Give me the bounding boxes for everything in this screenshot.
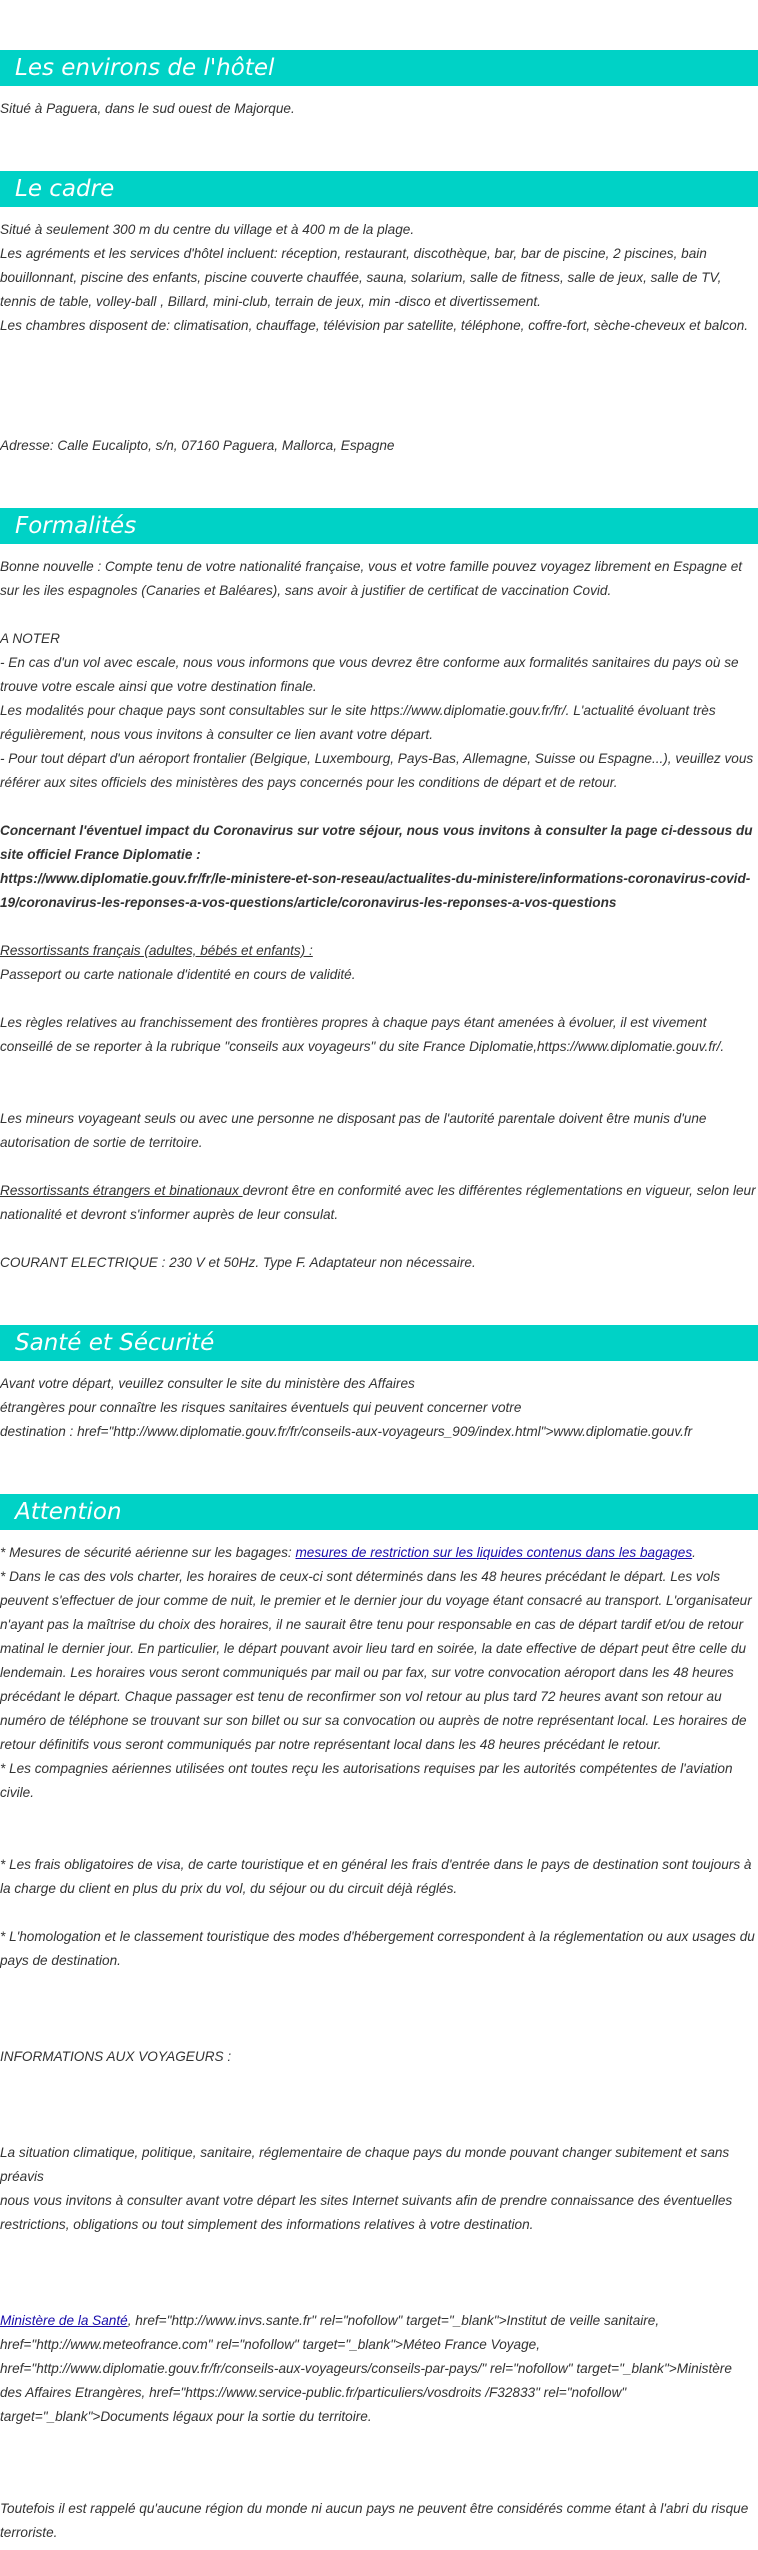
formalites-courant [0,1251,756,1275]
ministere-sante-link[interactable]: Ministère de la Santé [0,2313,128,2328]
formalites-mineurs [0,1107,756,1155]
attention-charter-text: * Dans le cas des vols charter, les horaires de ceux-ci sont déterminés dans les 48 heures précédant le départ. Les vols peuvent s'effectuer de jour comme de nuit, le premier et le dernier jour du voyage étant consacré au transport. L'organisateur n'ayant pas la maîtrise du choix des horaires, il ne saurait être tenu pour responsable en cas de départ tardif et/ou de retour matinal le dernier jour. En particulier, le départ pouvant avoir lieu tard en soirée, la date effective de départ peut être celle du lendemain. Les horaires vous seront communiqués par mail ou par fax, sur votre convocation aéroport dans les 48 heures précédant le départ. Chaque passager est tenu de reconfirmer son vol retour au plus tard 72 heures avant son retour au numéro de téléphone se trouvant sur son billet ou sur sa convocation ou auprès de notre représentant local. Les horaires de retour définitifs vous seront communiqués par notre représentant local dans les 48 heures précédant le retour. * Les compagnies aériennes utilisées ont toutes reçu les autorisations requises par les autorités compétentes de l'aviation civile. [0,1569,752,1800]
cadre-line: Situé à seulement 300 m du centre du village et à 400 m de la plage. [0,222,415,237]
section-header-sante: Santé et Sécurité [0,1325,758,1361]
section-header-attention: Attention [0,1494,758,1530]
toutefois-text: Toutefois il est rappelé qu'aucune région du monde ni aucun pays ne peuvent être considérés comme étant à l'abri du risque terroriste. [0,2501,749,2540]
links-text: , href="http://www.invs.sante.fr" rel="nofollow" target="_blank">Institut de veille sanitaire, href="http://www.meteofrance.com" rel="nofollow" target="_blank">Méteo France Voyage, href="http://www.diplomatie.gouv.fr/fr/conseils-aux-voyageurs/conseils-par-pays/" rel="nofollow" target="_blank">Ministère des Affaires Etrangères, href="https://www.service-public.fr/particuliers/vosdroits /F32833" rel="nofollow" target="_blank">Documents légaux pour la sortie du territoire. [0,2313,732,2424]
address-text: Adresse: Calle Eucalipto, s/n, 07160 Paguera, Mallorca, Espagne [0,438,395,453]
bagages-prefix: * Mesures de sécurité aérienne sur les bagages: [0,1545,296,1560]
attention-toutefois [0,2497,756,2545]
etrangers-text: devront être en conformité avec les différentes réglementations en vigueur, selon leur nationalité et devront s'informer auprès de leur consulat. [0,1183,756,1222]
attention-block-1 [0,1541,756,1805]
ressortissants-text: Passeport ou carte nationale d'identité en cours de validité. [0,967,356,982]
formalites-regles [0,1011,756,1059]
formalites-etrangers [0,1179,756,1227]
frais-text: * Les frais obligatoires de visa, de carte touristique et en général les frais d'entrée dans le pays de destination sont toujours à la charge du client en plus du prix du vol, du séjour ou du circuit déjà réglés. [0,1857,752,1896]
environs-text [0,97,756,121]
info-voyageurs-title: INFORMATIONS AUX VOYAGEURS : [0,2049,232,2064]
etrangers-paragraph [0,1179,756,1227]
attention-bagages [0,1541,756,1565]
formalites-intro [0,555,756,603]
formalites-covid: Concernant l'éventuel impact du Coronavirus sur votre séjour, nous vous invitons à consulter la page ci-dessous du site officiel France Diplomatie : https://www.diplomatie.gouv.fr/fr/le-ministere-et-son-reseau/actualites-du-ministere/informations-coronavirus-covid-19/coronavirus-les-reponses-a-vos-questions/article/coronavirus-les-reponses-a-vos-questions [0,823,753,910]
attention-links [0,2309,756,2429]
sante-text: Avant votre départ, veuillez consulter le site du ministère des Affaires étrangères pour connaître les risques sanitaires éventuels qui peuvent concerner votre destination : href="http://www.diplomatie.gouv.fr/fr/conseils-aux-voyageurs_909/index.html">www.diplomatie.gouv.fr [0,1376,693,1439]
formalites-intro-text: Bonne nouvelle : Compte tenu de votre nationalité française, vous et votre famille pouvez voyagez librement en Espagne et sur les iles espagnoles (Canaries et Baléares), sans avoir à justifier de certificat de vaccination Covid. [0,559,743,598]
formalites-ressortissants [0,939,756,987]
mineurs-text: Les mineurs voyageant seuls ou avec une personne ne disposant pas de l'autorité parentale doivent être munis d'une autorisation de sortie de territoire. [0,1111,707,1150]
etrangers-title: Ressortissants étrangers et binationaux [0,1183,243,1198]
regles-text: Les règles relatives au franchissement des frontières propres à chaque pays étant amenées à évoluer, il est vivement conseillé de se reporter à la rubrique "conseils aux voyageurs" du site France Diplomatie,https://www.diplomatie.gouv.fr/. [0,1015,725,1054]
section-header-cadre: Le cadre [0,171,758,207]
homologation-text: * L'homologation et le classement touristique des modes d'hébergement correspondent à la réglementation ou aux usages du pays de destination. [0,1929,755,1968]
attention-frais [0,1853,756,1901]
attention-info-title [0,2045,756,2069]
cadre-line: Les agréments et les services d'hôtel incluent: réception, restaurant, discothèque, bar, bar de piscine, 2 piscines, bain bouillonnant, piscine des enfants, piscine couverte chauffée, sauna, solarium, salle de fitness, salle de jeux, salle de TV, tennis de table, volley-ball , Billard, mini-club, terrain de jeux, min -disco et divertissement. [0,246,722,309]
environs-paragraph: Situé à Paguera, dans le sud ouest de Majorque. [0,101,295,116]
section-header-formalites: Formalités [0,508,758,544]
section-header-environs: Les environs de l'hôtel [0,50,758,86]
courant-text: COURANT ELECTRIQUE : 230 V et 50Hz. Type F. Adaptateur non nécessaire. [0,1255,476,1270]
attention-homologation [0,1925,756,1973]
links-paragraph [0,2309,756,2429]
bagages-suffix: . [692,1545,696,1560]
formalites-a-noter: A NOTER - En cas d'un vol avec escale, nous vous informons que vous devrez être conforme aux formalités sanitaires du pays où se trouve votre escale ainsi que votre destination finale. Les modalités pour chaque pays sont consultables sur le site https://www.diplomatie.gouv.fr/fr/. L'actualité évoluant très régulièrement, nous vous invitons à consulter ce lien avant votre départ. - Pour tout départ d'un aéroport frontalier (Belgique, Luxembourg, Pays-Bas, Allemagne, Suisse ou Espagne...), veuillez vous référer aux sites officiels des ministères des pays concernés pour les conditions de départ et de retour. [0,631,754,790]
bagages-restriction-link[interactable]: mesures de restriction sur les liquides contenus dans les bagages [295,1545,693,1560]
ressortissants-title: Ressortissants français (adultes, bébés et enfants) : [0,943,313,958]
cadre-address [0,434,756,458]
cadre-text [0,218,756,338]
attention-situation: La situation climatique, politique, sanitaire, réglementaire de chaque pays du monde pouvant changer subitement et sans préavis nous vous invitons à consulter avant votre départ les sites Internet suivants afin de prendre connaissance des éventuelles restrictions, obligations ou tout simplement des informations relatives à votre destination. [0,2145,733,2232]
cadre-line: Les chambres disposent de: climatisation, chauffage, télévision par satellite, téléphone, coffre-fort, sèche-cheveux et balcon. [0,318,749,333]
